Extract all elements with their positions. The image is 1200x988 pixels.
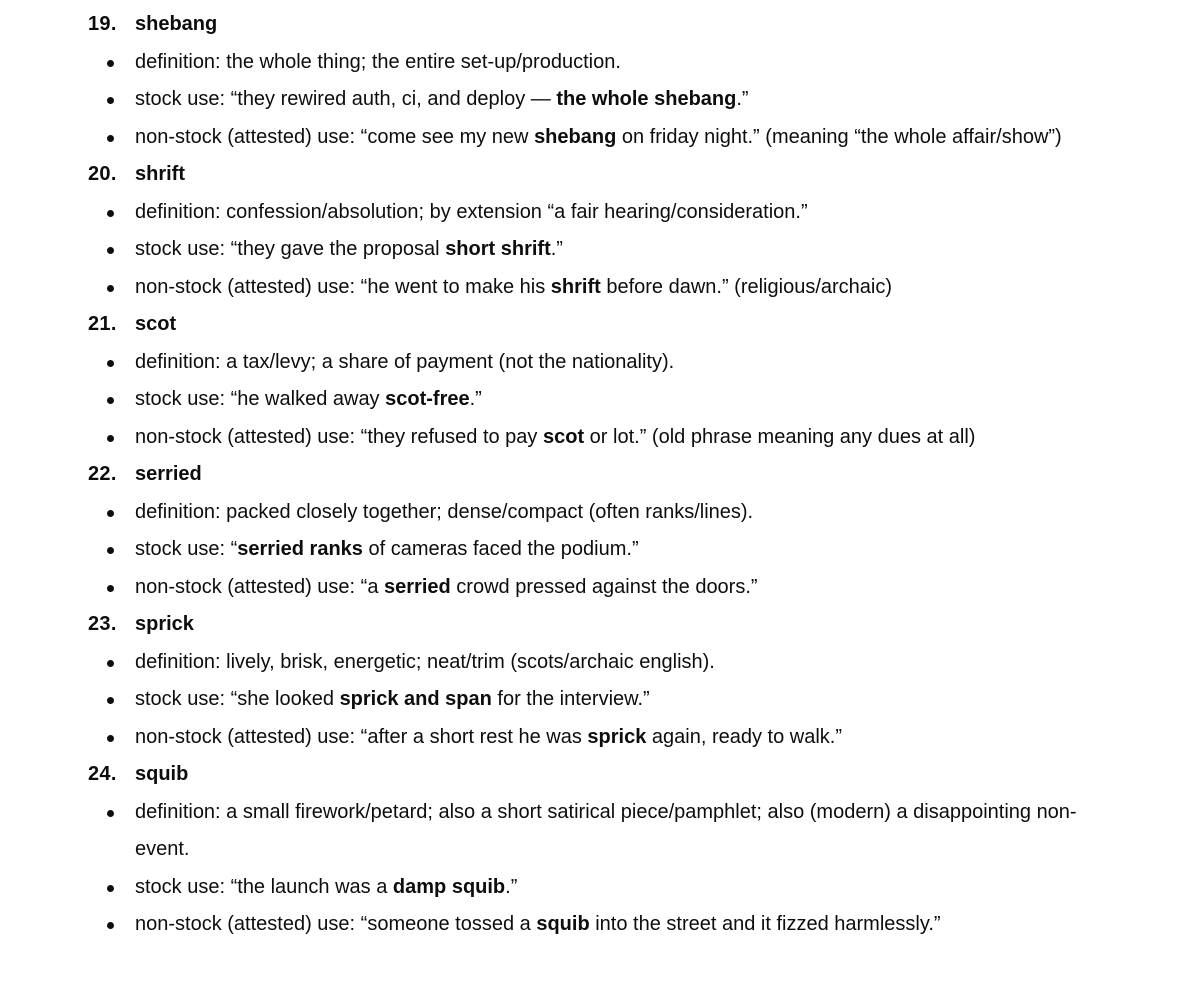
text-segment: definition: packed closely together; dense/compact (often ranks/lines). xyxy=(135,500,754,523)
text-segment: definition: a tax/levy; a share of payment (not the nationality). xyxy=(135,350,675,373)
text-segment: of cameras faced the podium.” xyxy=(362,538,639,560)
text-segment: or lot.” (old phrase meaning any dues at all) xyxy=(584,425,976,448)
entry-term: sprick xyxy=(135,613,194,635)
bullet-dot-icon xyxy=(107,735,114,742)
entry-number: 21. xyxy=(88,313,117,335)
text-segment: before dawn.” (religious/archaic) xyxy=(600,275,893,298)
text-segment: stock use: “the launch was a xyxy=(135,875,393,898)
bold-phrase: squib xyxy=(536,913,590,935)
entry-number: 23. xyxy=(88,613,117,635)
text-segment: .” xyxy=(469,388,482,410)
bullet-dot-icon xyxy=(107,210,114,217)
text-segment: .” xyxy=(505,875,518,898)
bullet-dot-icon xyxy=(107,360,114,367)
bullet-item xyxy=(0,81,1200,119)
text-segment: stock use: “they gave the proposal xyxy=(135,238,446,260)
text-segment: stock use: “he walked away xyxy=(135,388,386,410)
entry-heading xyxy=(0,6,1200,44)
bullet-item xyxy=(0,681,1200,719)
bullet-dot-icon xyxy=(107,697,114,704)
bullet-dot-icon xyxy=(107,810,114,817)
bold-phrase: scot xyxy=(543,425,585,448)
bold-phrase: sprick xyxy=(587,725,647,748)
entry-shebang xyxy=(0,6,1200,156)
entry-term: shrift xyxy=(135,163,185,185)
bold-phrase: serried xyxy=(384,575,451,598)
text-segment: stock use: “ xyxy=(135,538,238,560)
text-segment: non-stock (attested) use: “someone tossed a xyxy=(135,913,537,935)
text-segment: crowd pressed against the doors.” xyxy=(450,575,758,598)
bold-phrase: shrift xyxy=(550,275,601,298)
bullet-item xyxy=(0,419,1200,457)
bullet-list xyxy=(0,494,1200,607)
bullet-list xyxy=(0,44,1200,157)
bold-phrase: short shrift xyxy=(445,238,551,260)
bullet-item xyxy=(0,869,1200,907)
bullet-list xyxy=(0,344,1200,457)
bold-phrase: shebang xyxy=(534,125,617,148)
bullet-item xyxy=(0,269,1200,307)
entry-term: serried xyxy=(135,463,202,485)
entry-number: 20. xyxy=(88,163,117,185)
text-segment: stock use: “they rewired auth, ci, and deploy — xyxy=(135,88,557,110)
bullet-item xyxy=(0,644,1200,682)
entry-scot xyxy=(0,306,1200,456)
text-segment: definition: confession/absolution; by extension “a fair hearing/consideration.” xyxy=(135,200,808,223)
bullet-item xyxy=(0,531,1200,569)
bullet-item xyxy=(0,719,1200,757)
entry-sprick xyxy=(0,606,1200,756)
bullet-item xyxy=(0,381,1200,419)
bullet-item xyxy=(0,44,1200,82)
bullet-item xyxy=(0,119,1200,157)
bullet-dot-icon xyxy=(107,547,114,554)
bullet-dot-icon xyxy=(107,510,114,517)
text-segment: non-stock (attested) use: “a xyxy=(135,575,385,598)
entry-term: scot xyxy=(135,313,177,335)
entry-squib xyxy=(0,756,1200,944)
bullet-list xyxy=(0,644,1200,757)
bullet-dot-icon xyxy=(107,397,114,404)
entry-shrift xyxy=(0,156,1200,306)
entry-term: shebang xyxy=(135,13,218,35)
text-segment: on friday night.” (meaning “the whole affair/show”) xyxy=(616,125,1062,148)
bold-phrase: the whole shebang xyxy=(556,88,737,110)
bullet-dot-icon xyxy=(107,435,114,442)
text-segment: stock use: “she looked xyxy=(135,688,340,710)
bullet-dot-icon xyxy=(107,135,114,142)
text-segment: again, ready to walk.” xyxy=(646,725,843,748)
bold-phrase: sprick and span xyxy=(339,688,492,710)
bullet-dot-icon xyxy=(107,285,114,292)
text-segment: into the street and it fizzed harmlessly.” xyxy=(589,913,941,935)
text-segment: .” xyxy=(736,88,749,110)
bullet-item xyxy=(0,494,1200,532)
entry-heading xyxy=(0,456,1200,494)
bullet-item xyxy=(0,906,1200,944)
entry-number: 24. xyxy=(88,763,117,785)
bullet-dot-icon xyxy=(107,60,114,67)
bullet-item xyxy=(0,794,1200,869)
entry-heading xyxy=(0,306,1200,344)
bullet-dot-icon xyxy=(107,660,114,667)
text-segment: non-stock (attested) use: “after a short rest he was xyxy=(135,725,588,748)
text-segment: non-stock (attested) use: “come see my new xyxy=(135,125,535,148)
bullet-item xyxy=(0,569,1200,607)
entry-serried xyxy=(0,456,1200,606)
bullet-dot-icon xyxy=(107,247,114,254)
bullet-item xyxy=(0,194,1200,232)
bullet-dot-icon xyxy=(107,922,114,929)
bullet-item xyxy=(0,231,1200,269)
bullet-dot-icon xyxy=(107,585,114,592)
bullet-dot-icon xyxy=(107,97,114,104)
text-segment: definition: the whole thing; the entire set-up/production. xyxy=(135,50,621,73)
entry-term: squib xyxy=(135,763,189,785)
text-segment: .” xyxy=(550,238,563,260)
text-segment: definition: lively, brisk, energetic; neat/trim (scots/archaic english). xyxy=(135,650,715,673)
bold-phrase: damp squib xyxy=(392,875,506,898)
bullet-item xyxy=(0,344,1200,382)
text-segment: for the interview.” xyxy=(491,688,650,710)
entry-heading xyxy=(0,156,1200,194)
entry-heading xyxy=(0,756,1200,794)
text-segment: non-stock (attested) use: “they refused to pay xyxy=(135,425,543,448)
bold-phrase: scot-free xyxy=(385,388,470,410)
document-body xyxy=(0,6,1200,944)
text-segment: definition: a small firework/petard; also a short satirical piece/pamphlet; also (modern) a disappointing non-event. xyxy=(135,800,1077,860)
entry-number: 19. xyxy=(88,13,117,35)
bullet-dot-icon xyxy=(107,885,114,892)
text-segment: non-stock (attested) use: “he went to make his xyxy=(135,275,551,298)
bullet-list xyxy=(0,794,1200,944)
entry-number: 22. xyxy=(88,463,117,485)
entry-heading xyxy=(0,606,1200,644)
bold-phrase: serried ranks xyxy=(237,538,363,560)
bullet-list xyxy=(0,194,1200,307)
